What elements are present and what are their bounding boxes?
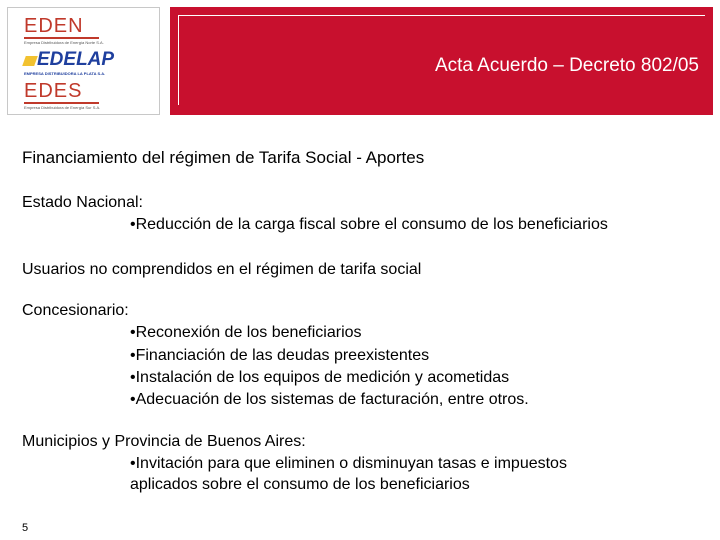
lightning-bolt-icon — [22, 56, 38, 66]
concesionario-item: •Reconexión de los beneficiarios — [130, 324, 362, 341]
slide-title: Acta Acuerdo – Decreto 802/05 — [434, 55, 699, 76]
municipios-item: •Invitación para que eliminen o disminuyan tasas e impuestos — [130, 455, 567, 472]
estado-nacional-item: •Reducción de la carga fiscal sobre el consumo de los beneficiarios — [130, 216, 608, 233]
section-heading: Financiamiento del régimen de Tarifa Social - Aportes — [22, 148, 425, 167]
concesionario-item: •Adecuación de los sistemas de facturación, entre otros. — [130, 391, 529, 408]
concesionario-item: •Instalación de los equipos de medición y acometidas — [130, 369, 510, 386]
edes-logo — [24, 81, 82, 101]
edes-logo-bar — [24, 102, 99, 104]
edes-logo-subtitle: Empresa Distribuidora de Energía Sur S.A. — [24, 105, 101, 110]
edelap-logo — [24, 50, 114, 70]
estado-nacional-label: Estado Nacional: — [22, 194, 143, 211]
municipios-item-continued: aplicados sobre el consumo de los beneficiarios — [130, 476, 470, 493]
edelap-logo-subtitle: EMPRESA DISTRIBUIDORA LA PLATA S.A. — [24, 71, 106, 76]
logo-panel — [7, 7, 160, 115]
edelap-logo-text: EDELAP — [37, 49, 115, 70]
edes-logo-text: EDES — [24, 80, 83, 102]
eden-logo-bar — [24, 37, 99, 39]
municipios-label: Municipios y Provincia de Buenos Aires: — [22, 433, 306, 450]
eden-logo — [24, 16, 84, 36]
concesionario-label: Concesionario: — [22, 302, 129, 319]
eden-logo-subtitle: Empresa Distribuidora de Energía Norte S.A. — [24, 40, 104, 45]
concesionario-item: •Financiación de las deudas preexistentes — [130, 347, 430, 364]
usuarios-text: Usuarios no comprendidos en el régimen de tarifa social — [22, 261, 422, 278]
title-banner — [170, 7, 713, 115]
page-number: 5 — [22, 522, 29, 534]
eden-logo-text: EDEN — [24, 15, 84, 37]
